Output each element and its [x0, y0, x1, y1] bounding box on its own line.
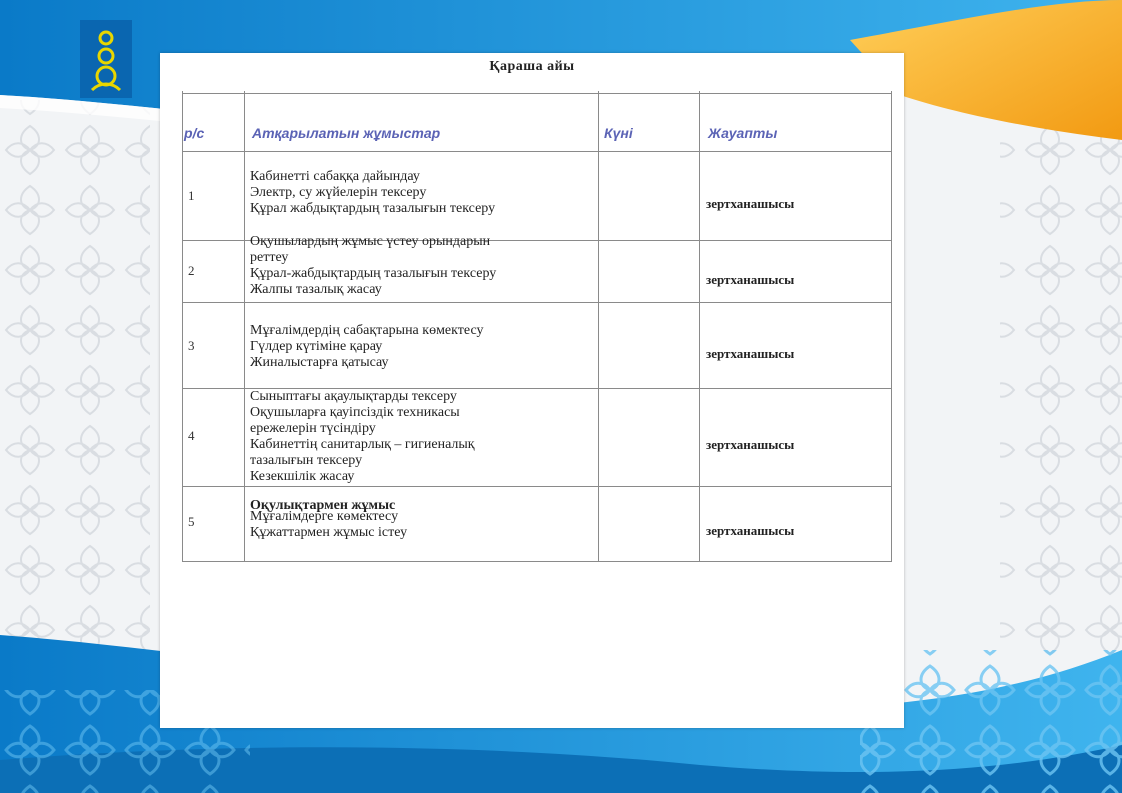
- table-border: [598, 91, 599, 561]
- task-item: Құрал-жабдықтардың тазалығын тексеру: [250, 266, 497, 281]
- table-border: [699, 91, 700, 561]
- page-title: Қараша айы: [489, 59, 575, 74]
- header-works: Атқарылатын жұмыстар: [252, 125, 441, 141]
- task-list: [250, 169, 496, 221]
- task-item: Кезекшілік жасау: [250, 469, 355, 484]
- table-border: [182, 486, 892, 487]
- task-item: Құрал жабдықтардың тазалығын тексеру: [250, 201, 496, 216]
- table-border: [891, 91, 892, 561]
- row-number: 3: [188, 338, 195, 353]
- task-item: Мұғалімдердің сабақтарына көмектесу: [250, 323, 484, 338]
- row-number: 5: [188, 514, 195, 529]
- task-item: Сыныптағы ақаулықтарды тексеру: [250, 389, 457, 404]
- ornament-logo-icon: [80, 20, 132, 98]
- task-item: Электр, су жүйелерін тексеру: [250, 185, 427, 200]
- responsible-cell: зертханашысы: [706, 196, 795, 211]
- task-item: Гүлдер күтіміне қарау: [250, 339, 383, 354]
- task-list: [250, 498, 407, 552]
- task-item: Оқушылардың жұмыс үстеу орындарын: [250, 234, 491, 249]
- header-responsible: Жауапты: [708, 125, 778, 141]
- table-border: [182, 91, 183, 561]
- responsible-cell: зертханашысы: [706, 346, 795, 361]
- task-item: ережелерін түсіндіру: [250, 421, 376, 436]
- document-sheet: [160, 53, 904, 728]
- table-border: [182, 561, 892, 562]
- task-item: Жалпы тазалық жасау: [250, 282, 382, 297]
- table-border: [244, 91, 245, 561]
- responsible-cell: зертханашысы: [706, 272, 795, 287]
- task-item: Кабинетті сабаққа дайындау: [250, 169, 420, 184]
- task-list: [250, 389, 475, 485]
- task-item: Оқушыларға қауіпсіздік техникасы: [250, 405, 460, 420]
- table-border: [182, 151, 892, 152]
- task-item: тазалығын тексеру: [250, 453, 363, 468]
- task-item: реттеу: [250, 250, 289, 265]
- responsible-cell: зертханашысы: [706, 523, 795, 538]
- row-number: 2: [188, 263, 195, 278]
- table-border: [182, 93, 892, 94]
- row-number: 1: [188, 188, 195, 203]
- header-num: р/с: [184, 125, 205, 141]
- table-border: [182, 302, 892, 303]
- task-item: Құжаттармен жұмыс істеу: [250, 525, 408, 540]
- task-item: Жиналыстарға қатысау: [250, 355, 389, 370]
- task-item: Мұғалімдерге көмектесу: [250, 509, 399, 524]
- responsible-cell: зертханашысы: [706, 437, 795, 452]
- header-date: Күні: [604, 125, 633, 141]
- task-list: [250, 323, 483, 371]
- task-list: [250, 234, 497, 301]
- row-number: 4: [188, 428, 195, 443]
- task-item: Оқулықтармен жұмыс: [250, 498, 396, 513]
- task-item: Кабинеттің санитарлық – гигиеналық: [250, 437, 475, 452]
